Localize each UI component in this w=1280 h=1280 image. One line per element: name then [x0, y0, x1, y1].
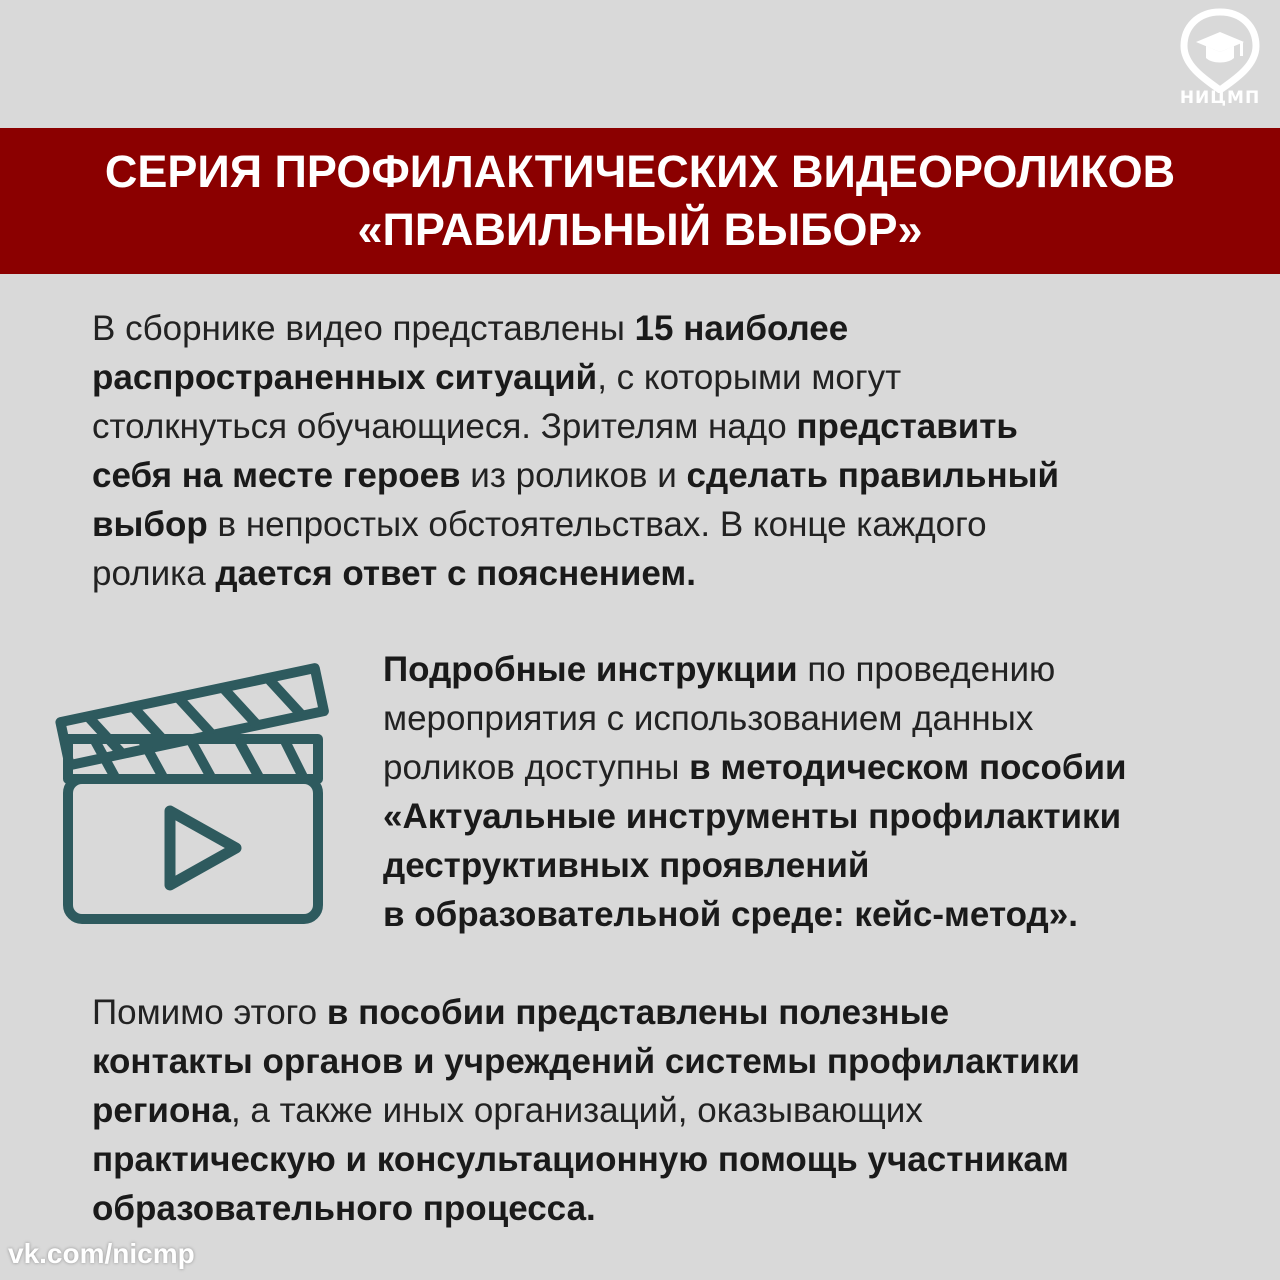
instructions-paragraph — [383, 645, 1127, 939]
text-line — [92, 500, 1059, 549]
bold-run: дается ответ с пояснением. — [215, 554, 696, 593]
bold-run: практическую и консультационную помощь участникам — [92, 1140, 1069, 1179]
bold-run: образовательного процесса. — [92, 1189, 596, 1228]
bold-run: региона — [92, 1091, 231, 1130]
text-line — [92, 353, 1059, 402]
text-line — [92, 402, 1059, 451]
text-run: В сборнике видео представлены — [92, 309, 635, 348]
bold-run: в пособии представлены полезные — [326, 993, 950, 1032]
vk-link[interactable]: vk.com/nicmp — [8, 1238, 195, 1269]
text-run: ролика — [92, 554, 216, 593]
bold-run: распространенных ситуаций — [92, 358, 598, 397]
bold-run: деструктивных проявлений — [383, 846, 870, 885]
text-run: роликов доступны — [383, 748, 690, 787]
text-line — [383, 792, 1127, 841]
text-run: , а также иных организаций, оказывающих — [230, 1091, 923, 1130]
text-line — [92, 451, 1059, 500]
logo — [1170, 8, 1270, 118]
text-run: , с которыми могут — [597, 358, 902, 397]
logo-text: НИЦМП — [1179, 88, 1261, 108]
bold-run: представить — [796, 407, 1018, 446]
text-line — [92, 1135, 1080, 1184]
bold-run: 15 наиболее — [634, 309, 849, 348]
text-line — [92, 988, 1080, 1037]
graduation-cap-pin-icon — [1170, 8, 1270, 93]
text-run: столкнуться обучающиеся. Зрителям надо — [92, 407, 797, 446]
clapperboard-play-icon — [50, 645, 340, 935]
bold-run: себя на месте героев — [92, 456, 461, 495]
bold-run: сделать правильный — [686, 456, 1060, 495]
text-run: из роликов и — [460, 456, 687, 495]
bold-run: контакты органов и учреждений системы профилактики — [92, 1042, 1080, 1081]
contacts-paragraph — [92, 988, 1080, 1233]
text-line — [383, 841, 1127, 890]
text-line — [92, 1184, 1080, 1233]
text-line — [383, 743, 1127, 792]
text-line — [92, 304, 1059, 353]
title-line-2: «ПРАВИЛЬНЫЙ ВЫБОР» — [357, 204, 923, 255]
bold-run: Подробные инструкции — [383, 650, 798, 689]
text-line — [92, 1037, 1080, 1086]
text-run: Помимо этого — [92, 993, 327, 1032]
bold-run: в образовательной среде: кейс-метод». — [383, 895, 1078, 934]
text-run: в непростых обстоятельствах. В конце каждого — [207, 505, 987, 544]
text-line — [383, 645, 1127, 694]
text-line — [92, 1086, 1080, 1135]
bold-run: в методическом пособии — [689, 748, 1127, 787]
bold-run: выбор — [92, 505, 208, 544]
title-line-1: СЕРИЯ ПРОФИЛАКТИЧЕСКИХ ВИДЕОРОЛИКОВ — [104, 146, 1176, 197]
text-run: по проведению — [797, 650, 1056, 689]
text-line — [383, 890, 1127, 939]
intro-paragraph — [92, 304, 1059, 598]
title-banner — [0, 128, 1280, 274]
text-line: мероприятия с использованием данных — [383, 699, 1034, 738]
bold-run: «Актуальные инструменты профилактики — [383, 797, 1122, 836]
text-line — [92, 549, 1059, 598]
